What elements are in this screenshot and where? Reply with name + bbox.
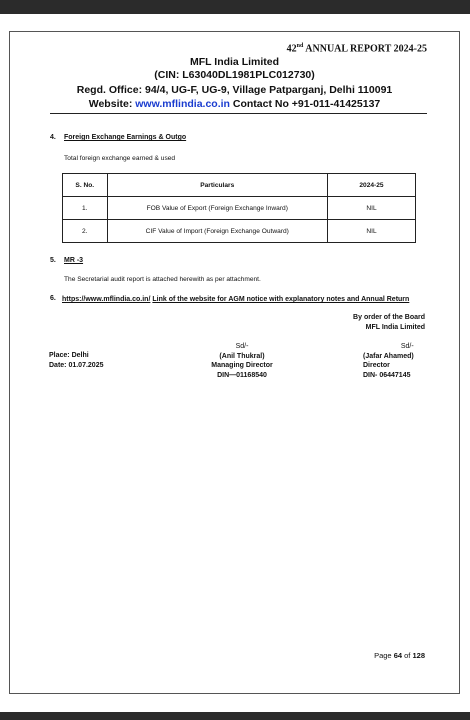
company-name: MFL India Limited <box>189 56 280 68</box>
header-divider <box>50 113 427 114</box>
signatory-din: DIN—01168540 <box>217 371 267 379</box>
signatory-din: DIN- 06447145 <box>363 371 411 379</box>
board-company-line: MFL India Limited <box>365 324 425 331</box>
table-cell: FOB Value of Export (Foreign Exchange Inward) <box>107 197 327 220</box>
signatory-title: Managing Director <box>211 362 273 369</box>
section-4-number: 4. <box>50 134 56 141</box>
registered-office: Regd. Office: 94/4, UG-F, UG-9, Village Patparganj, Delhi 110091 <box>76 84 393 96</box>
section-4-intro: Total foreign exchange earned & used <box>64 155 176 162</box>
table-cell: 2. <box>63 220 108 243</box>
table-cell: CIF Value of Import (Foreign Exchange Outward) <box>107 220 327 243</box>
table-header-row <box>63 174 416 197</box>
board-order-line: By order of the Board <box>353 314 425 321</box>
section-5-text: The Secretarial audit report is attached herewith as per attachment. <box>64 276 261 283</box>
section-5-number: 5. <box>50 257 56 264</box>
section-5-title: MR -3 <box>64 257 84 264</box>
sd-mark: Sd/- <box>235 343 249 350</box>
website-label: Website: <box>88 98 133 110</box>
place: Place: Delhi <box>49 352 89 359</box>
website-contact-line <box>10 98 459 110</box>
sd-mark: Sd/- <box>400 343 414 350</box>
signatory-name: (Jafar Ahamed) <box>363 352 414 360</box>
section-4-title: Foreign Exchange Earnings & Outgo <box>64 134 187 141</box>
date: Date: 01.07.2025 <box>49 362 104 369</box>
document-page <box>9 31 460 694</box>
section-6-description: Link of the website for AGM notice with explanatory notes and Annual Return <box>152 296 410 303</box>
agm-website-link[interactable]: https://www.mflindia.co.in/ <box>62 296 151 303</box>
signatory-name: (Anil Thukral) <box>219 352 265 360</box>
table-cell: NIL <box>327 220 415 243</box>
viewer-top-bar <box>0 0 470 14</box>
table-cell: NIL <box>327 197 415 220</box>
forex-table <box>62 173 416 243</box>
signatory-director <box>363 342 414 380</box>
viewer-bottom-bar <box>0 712 470 720</box>
report-title: 42nd ANNUAL REPORT 2024-25 <box>286 43 427 55</box>
website-link[interactable]: www.mflindia.co.in <box>135 98 230 110</box>
contact-number: Contact No +91-011-41425137 <box>232 98 381 110</box>
table-header-sno: S. No. <box>63 174 108 197</box>
signatory-managing-director <box>211 342 272 380</box>
page-number: Page 64 of 128 <box>374 651 425 660</box>
signatory-title: Director <box>363 362 390 369</box>
table-row <box>63 220 416 243</box>
company-cin: (CIN: L63040DL1981PLC012730) <box>154 69 315 81</box>
section-6-number: 6. <box>50 295 56 302</box>
table-header-year: 2024-25 <box>327 174 415 197</box>
table-header-particulars: Particulars <box>107 174 327 197</box>
table-cell: 1. <box>63 197 108 220</box>
table-row <box>63 197 416 220</box>
section-6-text <box>62 295 428 304</box>
